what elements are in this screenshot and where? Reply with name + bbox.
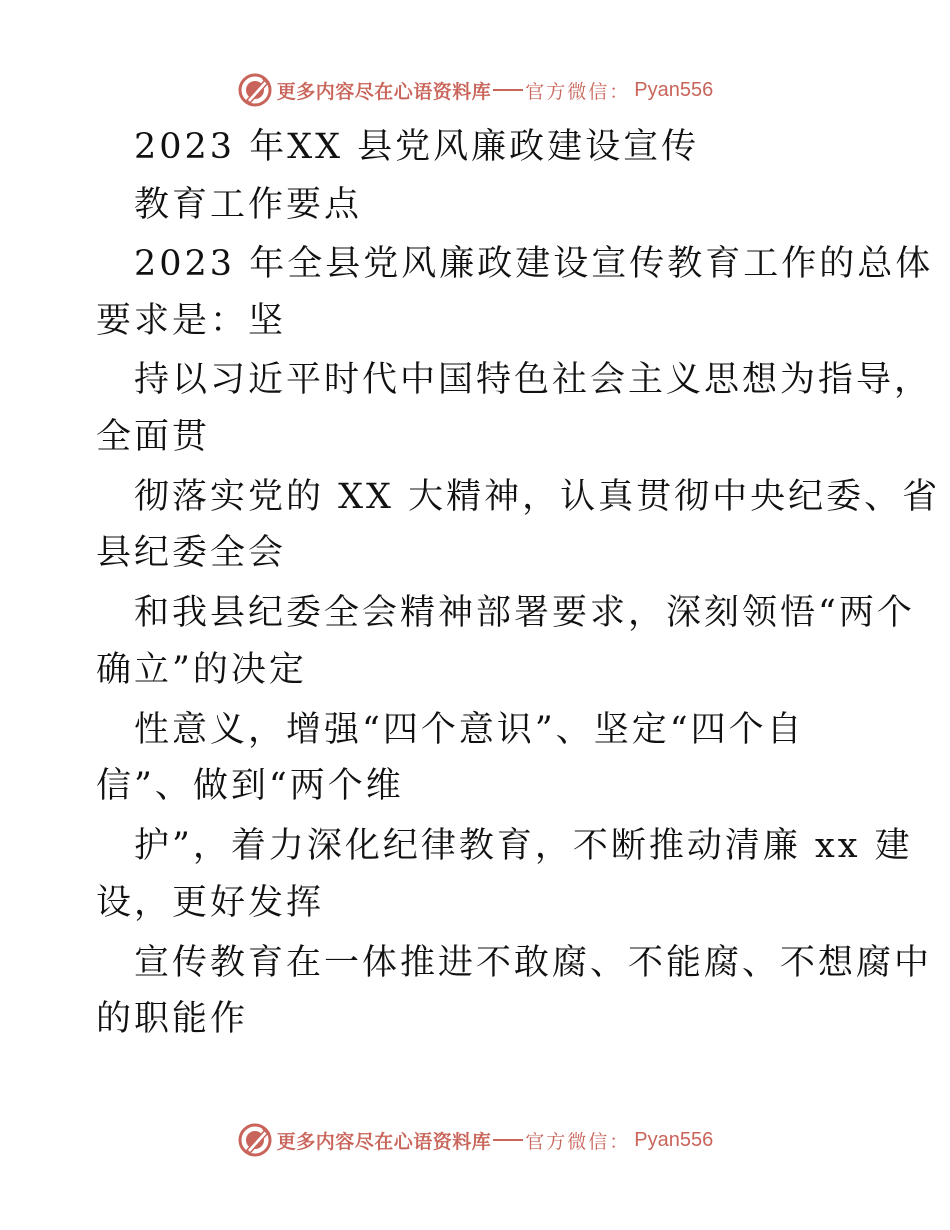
banner-site-text: 更多内容尽在心语资料库 (276, 1130, 492, 1153)
pen-logo-icon (237, 1122, 273, 1158)
title-line-2: 教育工作要点 (134, 185, 363, 225)
paragraph-line: 彻落实党的 XX 大精神，认真贯彻中央纪委、省 (134, 477, 941, 517)
paragraph-line: 要求是：坚 (96, 301, 287, 341)
footer-banner (0, 1118, 950, 1162)
paragraph-line: 全面贯 (96, 417, 211, 457)
banner-wechat-id: Pyan556 (634, 78, 714, 101)
paragraph-line: 护”，着力深化纪律教育，不断推动清廉 xx 建 (134, 826, 913, 866)
paragraph-line: 持以习近平时代中国特色社会主义思想为指导， (134, 360, 933, 400)
paragraph-line: 县纪委全会 (96, 533, 287, 573)
banner-dash (493, 89, 523, 91)
title-line-1: 2023 年XX 县党风廉政建设宣传 (134, 127, 700, 167)
paragraph-line: 性意义，增强“四个意识”、坚定“四个自 (134, 710, 805, 750)
paragraph-line: 确立”的决定 (96, 650, 307, 690)
paragraph-line: 的职能作 (96, 999, 249, 1039)
header-banner (0, 68, 950, 112)
paragraph-line: 和我县纪委全会精神部署要求，深刻领悟“两个 (134, 593, 915, 633)
banner-wechat-label: 官方微信： (525, 1130, 631, 1153)
pen-logo-icon (237, 72, 273, 108)
banner-wechat-label: 官方微信： (525, 80, 631, 103)
paragraph-line: 宣传教育在一体推进不敢腐、不能腐、不想腐中 (134, 943, 933, 983)
banner-dash (493, 1139, 523, 1141)
paragraph-line: 2023 年全县党风廉政建设宣传教育工作的总体 (134, 244, 934, 284)
paragraph-line: 设，更好发挥 (96, 883, 325, 923)
paragraph-line: 信”、做到“两个维 (96, 766, 404, 806)
banner-wechat-id: Pyan556 (634, 1128, 714, 1151)
banner-site-text: 更多内容尽在心语资料库 (276, 80, 492, 103)
